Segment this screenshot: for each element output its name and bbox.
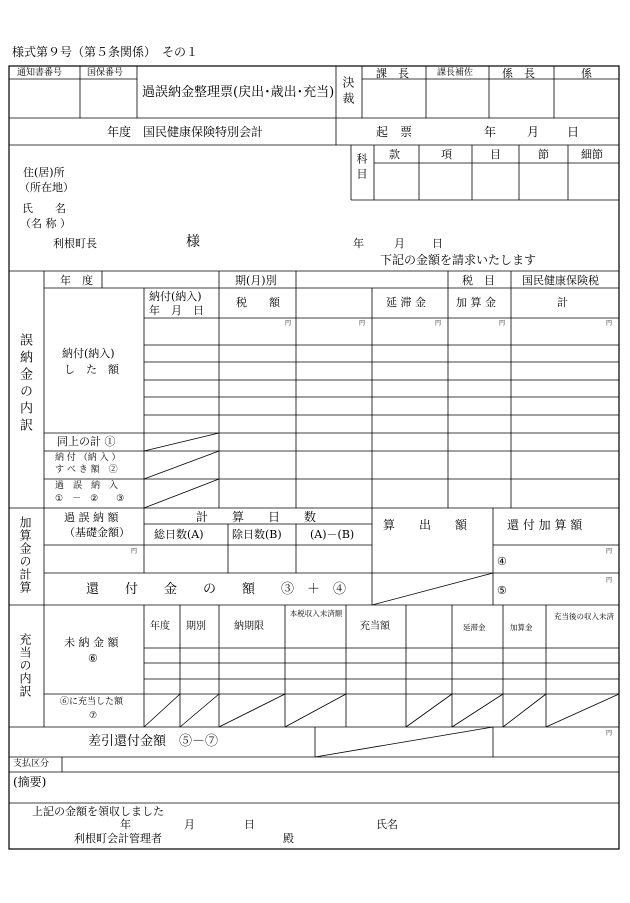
zeigaku-header: 税 額 bbox=[236, 296, 280, 309]
subject-saisetsu: 細節 bbox=[581, 148, 603, 161]
subject-setsu: 節 bbox=[538, 148, 549, 161]
subject-label: 科目 bbox=[355, 153, 368, 183]
sama-label: 様 bbox=[186, 234, 200, 250]
name-label: 氏 名 bbox=[22, 202, 66, 215]
col-after: 充当後の収入未済 bbox=[554, 612, 614, 621]
applied-label: ⑥に充当した額 bbox=[60, 697, 124, 707]
paydate-header-2: 年 月 日 bbox=[149, 304, 204, 317]
exclude-days-header: 除日数(B) bbox=[232, 528, 282, 541]
fiscal-account: 年度 国民健康保険特別会計 bbox=[107, 125, 264, 139]
kihyo-year: 年 bbox=[484, 125, 497, 139]
yen-4: 円 bbox=[499, 320, 506, 327]
kihyo-month: 月 bbox=[527, 125, 540, 139]
kasan-section-label: 加算金の計算 bbox=[18, 516, 32, 594]
receipt-day: 日 bbox=[244, 818, 255, 831]
approver-staff: 係 bbox=[581, 67, 592, 80]
yen-2: 円 bbox=[359, 320, 366, 327]
approver-subsection-chief: 係 長 bbox=[502, 67, 535, 80]
entai-header: 延 滞 金 bbox=[386, 296, 426, 309]
unpaid-no: ⑥ bbox=[88, 652, 98, 665]
kihyo-label: 起 票 bbox=[376, 125, 413, 139]
kasan-header: 加 算 金 bbox=[456, 296, 496, 309]
nendo-header: 年 度 bbox=[60, 274, 93, 287]
notice-number-label: 通知書番号 bbox=[17, 68, 63, 78]
col-kasan: 加算金 bbox=[510, 623, 533, 632]
calc-days-header: 計 算 日 数 bbox=[196, 510, 317, 524]
subject-kou: 項 bbox=[441, 148, 452, 161]
subject-moku: 目 bbox=[490, 148, 501, 161]
kago-section-label: 誤納金の内訳 bbox=[17, 333, 32, 435]
payclass-label: 支払区分 bbox=[13, 759, 50, 769]
base-label-2: （基礎金額） bbox=[64, 526, 130, 539]
name-label-2: （名 称 ） bbox=[20, 217, 71, 230]
refund-add-header: 還 付 加 算 額 bbox=[507, 518, 583, 532]
request-year: 年 bbox=[353, 237, 364, 250]
request-day: 日 bbox=[432, 237, 443, 250]
computed-header: 算 出 額 bbox=[383, 518, 468, 532]
yen-1: 円 bbox=[285, 320, 292, 327]
memo-label: (摘要) bbox=[13, 775, 47, 789]
due-label: 納 付 （納 入 ） bbox=[55, 453, 121, 463]
receipt-text: 上記の金額を領収しました bbox=[32, 805, 164, 818]
yen-base: 円 bbox=[131, 548, 138, 555]
c5-label: ⑤ bbox=[497, 584, 507, 597]
yen-net: 円 bbox=[606, 730, 613, 737]
yen-c4: 円 bbox=[606, 548, 613, 555]
yen-5: 円 bbox=[606, 320, 613, 327]
accounting-manager: 利根町会計管理者 bbox=[74, 832, 162, 845]
approver-assistant-chief: 課長補佐 bbox=[437, 68, 474, 78]
form-number: 様式第９号（第５条関係） その１ bbox=[12, 45, 199, 59]
address-label-2: （所在地） bbox=[19, 181, 74, 194]
unpaid-label: 未 納 金 額 bbox=[64, 636, 119, 649]
c4-label: ④ bbox=[497, 555, 507, 568]
col-juto: 充当額 bbox=[360, 621, 390, 632]
subject-kan: 款 bbox=[389, 148, 400, 161]
receipt-month: 月 bbox=[184, 818, 195, 831]
nhi-number-label: 国保番号 bbox=[87, 68, 124, 78]
yen-3: 円 bbox=[435, 320, 442, 327]
over-label: 過 誤 納 入 bbox=[55, 481, 119, 491]
period-header: 期(月)別 bbox=[235, 274, 277, 287]
net-refund-label: 差引還付金額 ⑤－⑦ bbox=[88, 734, 219, 749]
paid-label: 納付(納入) bbox=[62, 347, 115, 360]
request-month: 月 bbox=[394, 237, 405, 250]
over-label-2: ① － ② ③ bbox=[55, 494, 125, 504]
mayor-label: 利根町長 bbox=[53, 237, 97, 250]
total-days-header: 総日数(A) bbox=[154, 528, 204, 541]
approver-section-chief: 課 長 bbox=[376, 67, 409, 80]
due-label-2: す べ き 額 ② bbox=[55, 465, 118, 475]
kihyo-day: 日 bbox=[567, 125, 580, 139]
form-title: 過誤納金整理票(戻出･歳出･充当) bbox=[142, 85, 335, 100]
col-nouki: 納期限 bbox=[234, 621, 264, 632]
col-kibetsu: 期別 bbox=[186, 621, 206, 632]
base-label: 過 誤 納 額 bbox=[64, 511, 119, 524]
kei-header: 計 bbox=[557, 296, 568, 309]
sum1-label: 同上の計 ① bbox=[57, 435, 116, 448]
col-honzei: 本税収入未済額 bbox=[289, 609, 343, 618]
address-label: 住(居)所 bbox=[23, 166, 65, 179]
receipt-year: 年 bbox=[120, 818, 131, 831]
yen-c5: 円 bbox=[606, 577, 613, 584]
receipt-name-label: 氏名 bbox=[376, 818, 398, 831]
paydate-header: 納付(納入) bbox=[149, 290, 202, 303]
refund-amount-label: 還 付 金 の 額 ③ ＋ ④ bbox=[86, 582, 347, 597]
request-text: 下記の金額を請求いたします bbox=[380, 253, 537, 267]
dono-label: 殿 bbox=[283, 832, 294, 845]
juto-section-label: 充当の内訳 bbox=[18, 633, 32, 698]
tax-name: 国民健康保険税 bbox=[522, 274, 599, 287]
decision-label: 決裁 bbox=[341, 76, 355, 108]
col-entai: 延滞金 bbox=[463, 623, 486, 632]
col-nendo: 年度 bbox=[150, 621, 170, 632]
zeimoku-header: 税 目 bbox=[462, 274, 495, 287]
ab-days-header: (A)－(B) bbox=[310, 528, 355, 541]
applied-no: ⑦ bbox=[89, 711, 98, 721]
paid-label-2: し た 額 bbox=[64, 363, 119, 376]
